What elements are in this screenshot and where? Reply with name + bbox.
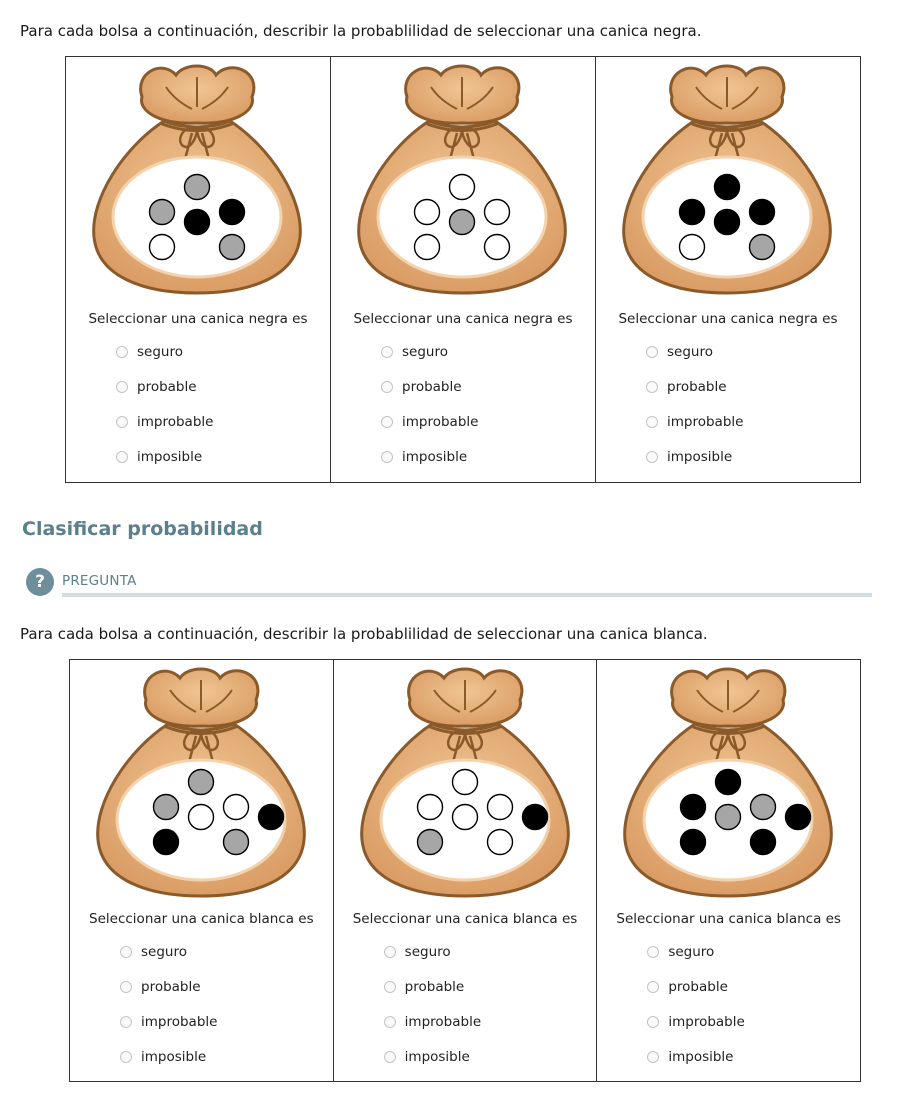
cell-question-text: Seleccionar una canica negra es — [353, 311, 573, 327]
exercise-2-cell-1 — [70, 660, 334, 1081]
option-seguro[interactable] — [120, 934, 217, 969]
cell-question-text: Seleccionar una canica blanca es — [616, 911, 841, 927]
section-title: Clasificar probabilidad — [22, 518, 263, 540]
exercise-1-cell-2 — [331, 57, 596, 482]
option-label: improbable — [404, 1013, 482, 1030]
marble-white — [450, 175, 475, 200]
marble-gray — [224, 830, 249, 855]
marble-gray — [716, 805, 741, 830]
option-imposible[interactable] — [381, 439, 478, 474]
option-label: imposible — [137, 448, 203, 465]
marble-black — [220, 200, 245, 225]
radio-button[interactable] — [647, 1016, 659, 1028]
radio-button[interactable] — [647, 946, 659, 958]
radio-button[interactable] — [116, 451, 128, 463]
marble-white — [452, 770, 477, 795]
answer-options — [120, 934, 217, 1074]
option-label: seguro — [137, 343, 183, 360]
option-probable[interactable] — [384, 969, 481, 1004]
question-divider — [62, 593, 872, 597]
exercise-2-cell-2 — [334, 660, 598, 1081]
marble-black — [681, 795, 706, 820]
radio-button[interactable] — [646, 381, 658, 393]
answer-options — [647, 934, 744, 1074]
marble-white — [487, 830, 512, 855]
option-label: imposible — [668, 1048, 734, 1065]
marble-white — [487, 795, 512, 820]
option-imposible[interactable] — [120, 1039, 217, 1074]
marble-white — [452, 805, 477, 830]
exercise-1-prompt: Para cada bolsa a continuación, describir la probablilidad de seleccionar una canica negra. — [20, 22, 702, 40]
option-label: probable — [141, 978, 201, 995]
option-label: seguro — [402, 343, 448, 360]
marble-gray — [750, 235, 775, 260]
marble-black — [522, 805, 547, 830]
marble-gray — [189, 770, 214, 795]
option-improbable[interactable] — [647, 1004, 744, 1039]
option-seguro[interactable] — [646, 334, 743, 369]
option-imposible[interactable] — [116, 439, 213, 474]
option-label: probable — [668, 978, 728, 995]
marble-bag-image — [615, 662, 841, 902]
radio-button[interactable] — [646, 416, 658, 428]
radio-button[interactable] — [647, 981, 659, 993]
option-label: improbable — [141, 1013, 218, 1030]
marble-bag-image — [84, 59, 310, 299]
marble-gray — [154, 795, 179, 820]
radio-button[interactable] — [116, 381, 128, 393]
option-probable[interactable] — [381, 369, 478, 404]
marble-gray — [220, 235, 245, 260]
option-improbable[interactable] — [116, 404, 213, 439]
radio-button[interactable] — [646, 346, 658, 358]
cell-question-text: Seleccionar una canica negra es — [618, 311, 838, 327]
option-imposible[interactable] — [647, 1039, 744, 1074]
answer-options — [646, 334, 743, 474]
cell-question-text: Seleccionar una canica blanca es — [89, 911, 314, 927]
marble-white — [224, 795, 249, 820]
radio-button[interactable] — [381, 381, 393, 393]
option-label: probable — [404, 978, 465, 995]
radio-button[interactable] — [381, 451, 393, 463]
radio-button[interactable] — [384, 1016, 396, 1028]
marble-gray — [751, 795, 776, 820]
marble-black — [715, 210, 740, 235]
option-label: imposible — [141, 1048, 207, 1065]
marble-white — [417, 795, 442, 820]
option-seguro[interactable] — [647, 934, 744, 969]
marble-bag-image — [349, 59, 575, 299]
exercise-2-prompt: Para cada bolsa a continuación, describir la probablilidad de seleccionar una canica blanca. — [20, 625, 708, 643]
radio-button[interactable] — [384, 946, 396, 958]
marble-bag-image — [352, 662, 578, 902]
radio-button[interactable] — [384, 981, 396, 993]
option-label: seguro — [404, 943, 451, 960]
marble-white — [485, 235, 510, 260]
exercise-2-grid — [69, 659, 861, 1082]
option-label: improbable — [668, 1013, 745, 1030]
option-probable[interactable] — [120, 969, 217, 1004]
option-label: imposible — [404, 1048, 470, 1065]
option-imposible[interactable] — [646, 439, 743, 474]
radio-button[interactable] — [120, 1016, 132, 1028]
marble-white — [150, 235, 175, 260]
answer-options — [116, 334, 213, 474]
radio-button[interactable] — [120, 1051, 132, 1063]
question-header — [26, 568, 872, 598]
marble-white — [415, 200, 440, 225]
marble-black — [681, 830, 706, 855]
radio-button[interactable] — [381, 346, 393, 358]
answer-options — [381, 334, 478, 474]
option-probable[interactable] — [116, 369, 213, 404]
exercise-1-grid — [65, 56, 861, 483]
marble-black — [750, 200, 775, 225]
marble-black — [715, 175, 740, 200]
marble-gray — [417, 830, 442, 855]
marble-white — [485, 200, 510, 225]
marble-black — [154, 830, 179, 855]
marble-bag-image — [614, 59, 840, 299]
marble-white — [415, 235, 440, 260]
radio-button[interactable] — [120, 946, 132, 958]
option-improbable[interactable] — [120, 1004, 217, 1039]
marble-white — [680, 235, 705, 260]
marble-gray — [450, 210, 475, 235]
question-label: PREGUNTA — [62, 573, 137, 589]
marble-black — [751, 830, 776, 855]
option-label: imposible — [667, 448, 733, 465]
option-label: seguro — [667, 343, 713, 360]
radio-button[interactable] — [116, 416, 128, 428]
option-improbable[interactable] — [381, 404, 478, 439]
radio-button[interactable] — [384, 1051, 396, 1063]
marble-bag-image — [88, 662, 314, 902]
option-probable[interactable] — [647, 969, 744, 1004]
option-probable[interactable] — [646, 369, 743, 404]
option-label: probable — [402, 378, 462, 395]
radio-button[interactable] — [120, 981, 132, 993]
radio-button[interactable] — [647, 1051, 659, 1063]
option-label: improbable — [137, 413, 214, 430]
radio-button[interactable] — [116, 346, 128, 358]
option-seguro[interactable] — [384, 934, 481, 969]
option-improbable[interactable] — [646, 404, 743, 439]
marble-black — [716, 770, 741, 795]
answer-options — [384, 934, 481, 1074]
radio-button[interactable] — [646, 451, 658, 463]
exercise-2-cell-3 — [597, 660, 860, 1081]
marble-black — [786, 805, 811, 830]
cell-question-text: Seleccionar una canica negra es — [88, 311, 308, 327]
option-label: probable — [137, 378, 197, 395]
option-label: seguro — [141, 943, 187, 960]
radio-button[interactable] — [381, 416, 393, 428]
option-imposible[interactable] — [384, 1039, 481, 1074]
marble-gray — [150, 200, 175, 225]
option-label: probable — [667, 378, 727, 395]
option-label: seguro — [668, 943, 715, 960]
option-improbable[interactable] — [384, 1004, 481, 1039]
marble-black — [680, 200, 705, 225]
cell-question-text: Seleccionar una canica blanca es — [352, 911, 578, 927]
marble-white — [189, 805, 214, 830]
option-label: improbable — [667, 413, 744, 430]
option-label: imposible — [402, 448, 468, 465]
question-icon: ? — [26, 568, 54, 596]
option-label: improbable — [402, 413, 479, 430]
option-seguro[interactable] — [116, 334, 213, 369]
exercise-1-cell-1 — [66, 57, 331, 482]
marble-black — [259, 805, 284, 830]
exercise-1-cell-3 — [596, 57, 860, 482]
option-seguro[interactable] — [381, 334, 478, 369]
marble-black — [185, 210, 210, 235]
marble-gray — [185, 175, 210, 200]
